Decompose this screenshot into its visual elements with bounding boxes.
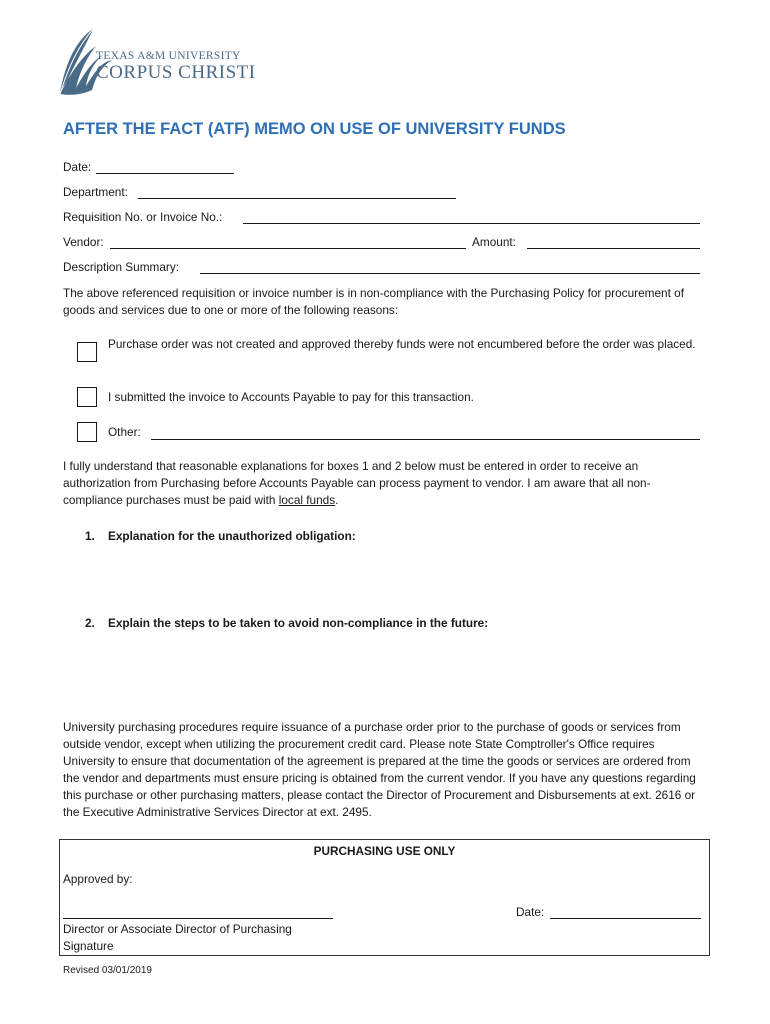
box-date-label: Date: bbox=[516, 905, 545, 919]
logo-line1: TEXAS A&M UNIVERSITY bbox=[96, 50, 241, 62]
intro-paragraph: The above referenced requisition or invoice number is in non-compliance with the Purchasing Policy for procurement of goods and services due to one or more of the following reasons: bbox=[63, 286, 684, 317]
amount-label: Amount: bbox=[472, 235, 516, 249]
vendor-label: Vendor: bbox=[63, 235, 104, 249]
question-1-text: Explanation for the unauthorized obligation: bbox=[108, 529, 356, 543]
signature-caption-line2: Signature bbox=[63, 939, 114, 953]
local-funds-link[interactable]: local funds bbox=[278, 493, 336, 507]
description-input-line[interactable] bbox=[200, 273, 700, 274]
requisition-label: Requisition No. or Invoice No.: bbox=[63, 210, 223, 224]
requisition-input-line[interactable] bbox=[243, 223, 700, 224]
department-input-line[interactable] bbox=[138, 198, 456, 199]
date-label: Date: bbox=[63, 160, 92, 174]
reason-label-1: Purchase order was not created and approved thereby funds were not encumbered before the order was placed. bbox=[108, 337, 696, 351]
other-input-line[interactable] bbox=[151, 439, 700, 440]
amount-input-line[interactable] bbox=[527, 248, 700, 249]
approved-by-label: Approved by: bbox=[63, 872, 133, 886]
understand-paragraph bbox=[63, 458, 703, 509]
signature-line[interactable] bbox=[63, 918, 333, 919]
reason-checkbox-3[interactable] bbox=[77, 422, 97, 442]
question-2-text: Explain the steps to be taken to avoid non-compliance in the future: bbox=[108, 616, 489, 630]
date-input-line[interactable] bbox=[96, 173, 234, 174]
reason-checkbox-2[interactable] bbox=[77, 387, 97, 407]
reason-checkbox-1[interactable] bbox=[77, 342, 97, 362]
signature-caption-line1: Director or Associate Director of Purchasing bbox=[63, 922, 292, 936]
description-field bbox=[63, 260, 179, 274]
understand-text: I fully understand that reasonable explanations for boxes 1 and 2 below must be entered in order to receive an authorization from Purchasing before Accounts Payable can process payment to vendor. I am aware that all non-compliance purchases must be paid with bbox=[63, 459, 651, 507]
understand-end: . bbox=[335, 493, 339, 507]
purchasing-heading: PURCHASING USE ONLY bbox=[313, 844, 456, 858]
question-2-number: 2. bbox=[85, 616, 95, 630]
purchasing-use-only-box bbox=[59, 839, 710, 956]
question-1-number: 1. bbox=[85, 529, 95, 543]
date-field bbox=[63, 160, 91, 174]
box-date-line[interactable] bbox=[550, 918, 701, 919]
vendor-input-line[interactable] bbox=[110, 248, 466, 249]
description-label: Description Summary: bbox=[63, 260, 180, 274]
university-logo bbox=[58, 26, 258, 98]
page-title: AFTER THE FACT (ATF) MEMO ON USE OF UNIVERSITY FUNDS bbox=[63, 120, 566, 138]
logo-line2: CORPUS CHRISTI bbox=[96, 62, 256, 83]
reason-label-2: I submitted the invoice to Accounts Payable to pay for this transaction. bbox=[108, 390, 474, 404]
procedures-paragraph: University purchasing procedures require issuance of a purchase order prior to the purchase of goods or services from outside vendor, except when utilizing the procurement credit card. Please note State Comptroller's Office requires University to ensure that documentation of the agreement is prepared at the time the goods or services are ordered from the vendor and departments must ensure pricing is obtained from the current vendor. If you have any questions regarding this purchase or other purchasing matters, please contact the Director of Procurement and Disbursements at ext. 2616 or the Executive Administrative Services Director at ext. 2495. bbox=[63, 720, 696, 819]
requisition-field bbox=[63, 210, 222, 224]
department-label: Department: bbox=[63, 185, 128, 199]
department-field bbox=[63, 185, 128, 199]
reason-label-3: Other: bbox=[108, 425, 141, 439]
vendor-field bbox=[63, 235, 104, 249]
revised-date: Revised 03/01/2019 bbox=[63, 965, 152, 976]
